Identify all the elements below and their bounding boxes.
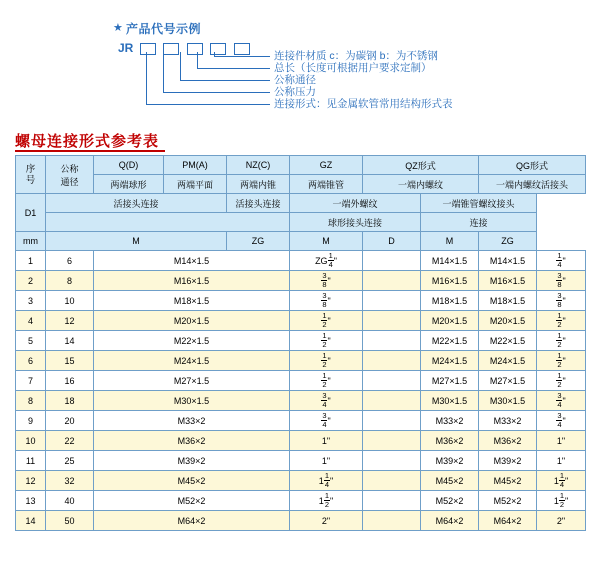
cell-qz-m <box>363 431 421 451</box>
cell-qg-m: M22×1.5 <box>479 331 537 351</box>
cell-nominal-diameter: 8 <box>46 271 94 291</box>
legend-length: 总长（长度可根据用户要求定制） <box>274 62 432 74</box>
leader-line-h2 <box>197 68 270 69</box>
cell-qz-d: M36×2 <box>421 431 479 451</box>
cell-qg-zg: 1 $\frac{1}{4}$ " <box>537 471 586 491</box>
leader-line-h1 <box>214 56 270 57</box>
cell-nominal-diameter: 16 <box>46 371 94 391</box>
cell-nominal-diameter: 6 <box>46 251 94 271</box>
cell-qg-m: M52×2 <box>479 491 537 511</box>
nut-connection-table <box>15 155 586 531</box>
cell-nominal-diameter: 50 <box>46 511 94 531</box>
cell-qz-d: M18×1.5 <box>421 291 479 311</box>
cell-qg-m: M30×1.5 <box>479 391 537 411</box>
cell-qg-m: M45×2 <box>479 471 537 491</box>
cell-thread-m: M22×1.5 <box>94 331 290 351</box>
cell-serial: 14 <box>16 511 46 531</box>
cell-serial: 2 <box>16 271 46 291</box>
th-blank-span <box>46 213 290 232</box>
cell-serial: 9 <box>16 411 46 431</box>
th-pma: PM(A) <box>164 156 227 175</box>
th-qz-desc: 一端内螺纹 <box>363 175 479 194</box>
th-d1: D1 <box>16 194 46 232</box>
table-row <box>16 451 586 471</box>
cell-thread-zg: ZG $\frac{1}{4}$ " <box>290 251 363 271</box>
leader-line-v4 <box>163 52 164 92</box>
table-row <box>16 391 586 411</box>
table-row <box>16 491 586 511</box>
cell-thread-zg: $\frac{1}{2}$ " <box>290 351 363 371</box>
cell-nominal-diameter: 22 <box>46 431 94 451</box>
cell-qg-zg: $\frac{1}{4}$ " <box>537 251 586 271</box>
cell-qg-m: M24×1.5 <box>479 351 537 371</box>
th-unit-qz-m: M <box>290 232 363 251</box>
cell-qg-zg: $\frac{1}{2}$ " <box>537 351 586 371</box>
cell-thread-zg: $\frac{3}{4}$ " <box>290 411 363 431</box>
cell-qz-m <box>363 331 421 351</box>
table-row <box>16 311 586 331</box>
cell-qz-d: M64×2 <box>421 511 479 531</box>
cell-serial: 4 <box>16 311 46 331</box>
cell-qg-m: M39×2 <box>479 451 537 471</box>
cell-qz-m <box>363 451 421 471</box>
cell-qz-m <box>363 411 421 431</box>
cell-serial: 13 <box>16 491 46 511</box>
th-qd: Q(D) <box>94 156 164 175</box>
section-underline <box>15 150 165 152</box>
cell-nominal-diameter: 25 <box>46 451 94 471</box>
cell-thread-zg: 1 $\frac{1}{2}$ " <box>290 491 363 511</box>
cell-qg-m: M27×1.5 <box>479 371 537 391</box>
th-unit-mm: mm <box>16 232 46 251</box>
product-code-diagram <box>0 0 600 122</box>
cell-qz-m <box>363 391 421 411</box>
cell-qz-m <box>363 471 421 491</box>
legend-nominal-diameter: 公称通径 <box>274 74 316 86</box>
table-row <box>16 511 586 531</box>
cell-nominal-diameter: 12 <box>46 311 94 331</box>
cell-thread-m: M20×1.5 <box>94 311 290 331</box>
cell-serial: 6 <box>16 351 46 371</box>
cell-qz-m <box>363 351 421 371</box>
table-row <box>16 351 586 371</box>
th-serial-line1: 序 <box>25 163 36 175</box>
th-gz-desc: 两端锥管 <box>290 175 363 194</box>
cell-qz-d: M16×1.5 <box>421 271 479 291</box>
th-unit-qz-d: D <box>363 232 421 251</box>
cell-thread-zg: $\frac{3}{4}$ " <box>290 391 363 411</box>
cell-thread-m: M39×2 <box>94 451 290 471</box>
th-nominal-diameter <box>46 156 94 194</box>
th-qd-desc: 两端球形 <box>94 175 164 194</box>
leader-line-h3 <box>180 80 270 81</box>
th-nzc-desc: 两端内锥 <box>227 175 290 194</box>
cell-qg-zg: $\frac{3}{8}$ " <box>537 291 586 311</box>
cell-thread-m: M30×1.5 <box>94 391 290 411</box>
cell-qg-m: M20×1.5 <box>479 311 537 331</box>
cell-qz-m <box>363 271 421 291</box>
table-row <box>16 271 586 291</box>
cell-qz-m <box>363 371 421 391</box>
th-dn-line1: 公称 <box>60 163 79 174</box>
leader-line-h4 <box>163 92 270 93</box>
table-body <box>16 251 586 531</box>
th-serial-line2: 号 <box>25 174 36 186</box>
leader-line-v3 <box>180 52 181 80</box>
th-gz: GZ <box>290 156 363 175</box>
cell-qg-zg: $\frac{3}{8}$ " <box>537 271 586 291</box>
cell-qz-m <box>363 511 421 531</box>
code-box <box>210 43 226 55</box>
leader-line-v2 <box>197 52 198 68</box>
cell-thread-m: M45×2 <box>94 471 290 491</box>
table-row <box>16 471 586 491</box>
cell-qz-d: M22×1.5 <box>421 331 479 351</box>
star-icon: ★ <box>113 22 123 34</box>
cell-thread-zg: 2" <box>290 511 363 531</box>
th-gz-connect: 活接头连接 <box>227 194 290 213</box>
cell-thread-m: M14×1.5 <box>94 251 290 271</box>
header-row-5 <box>16 232 586 251</box>
th-unit-m: M <box>46 232 227 251</box>
table-row <box>16 331 586 351</box>
cell-serial: 1 <box>16 251 46 271</box>
cell-qz-d: M20×1.5 <box>421 311 479 331</box>
cell-serial: 8 <box>16 391 46 411</box>
cell-thread-zg: 1" <box>290 431 363 451</box>
cell-thread-m: M52×2 <box>94 491 290 511</box>
th-qz-thread: 一端外螺纹 <box>290 194 421 213</box>
th-nzc: NZ(C) <box>227 156 290 175</box>
th-unit-zg: ZG <box>227 232 290 251</box>
nut-connection-table-wrap <box>15 155 585 531</box>
cell-qg-zg: 2" <box>537 511 586 531</box>
table-row <box>16 411 586 431</box>
cell-serial: 5 <box>16 331 46 351</box>
th-serial <box>16 156 46 194</box>
cell-qg-zg: 1" <box>537 451 586 471</box>
cell-serial: 11 <box>16 451 46 471</box>
th-qg: QG形式 <box>479 156 586 175</box>
th-qg-connect: 连接 <box>421 213 537 232</box>
cell-qz-d: M33×2 <box>421 411 479 431</box>
cell-qz-m <box>363 291 421 311</box>
cell-serial: 7 <box>16 371 46 391</box>
cell-nominal-diameter: 18 <box>46 391 94 411</box>
section-title: 螺母连接形式参考表 <box>15 133 160 150</box>
th-left-connect: 活接头连接 <box>46 194 227 213</box>
legend-connection-type: 连接形式：见金属软管常用结构形式表 <box>274 98 453 110</box>
cell-qz-d: M30×1.5 <box>421 391 479 411</box>
cell-serial: 12 <box>16 471 46 491</box>
th-dn-line2: 通径 <box>60 176 79 187</box>
cell-thread-m: M16×1.5 <box>94 271 290 291</box>
cell-qz-m <box>363 491 421 511</box>
diagram-title: 产品代号示例 <box>126 22 202 36</box>
cell-qg-zg: $\frac{1}{2}$ " <box>537 371 586 391</box>
th-unit-qg-m: M <box>421 232 479 251</box>
cell-qg-m: M14×1.5 <box>479 251 537 271</box>
th-pma-desc: 两端平面 <box>164 175 227 194</box>
table-row <box>16 371 586 391</box>
cell-qg-zg: $\frac{3}{4}$ " <box>537 411 586 431</box>
cell-qg-m: M18×1.5 <box>479 291 537 311</box>
cell-nominal-diameter: 10 <box>46 291 94 311</box>
cell-qg-m: M64×2 <box>479 511 537 531</box>
cell-nominal-diameter: 14 <box>46 331 94 351</box>
cell-thread-m: M64×2 <box>94 511 290 531</box>
legend-material: 连接件材质 c：为碳钢 b：为不锈钢 <box>274 50 438 62</box>
cell-qg-zg: $\frac{3}{4}$ " <box>537 391 586 411</box>
cell-thread-m: M24×1.5 <box>94 351 290 371</box>
table-head <box>16 156 586 251</box>
cell-qz-d: M14×1.5 <box>421 251 479 271</box>
cell-qg-m: M16×1.5 <box>479 271 537 291</box>
code-box <box>163 43 179 55</box>
cell-qg-m: M36×2 <box>479 431 537 451</box>
leader-line-v5 <box>146 52 147 104</box>
legend-nominal-pressure: 公称压力 <box>274 86 316 98</box>
th-qg-desc: 一端内螺纹活接头 <box>479 175 586 194</box>
cell-qg-zg: 1" <box>537 431 586 451</box>
table-row <box>16 431 586 451</box>
cell-qz-d: M39×2 <box>421 451 479 471</box>
cell-thread-zg: $\frac{1}{2}$ " <box>290 311 363 331</box>
cell-nominal-diameter: 20 <box>46 411 94 431</box>
cell-nominal-diameter: 32 <box>46 471 94 491</box>
cell-qz-d: M27×1.5 <box>421 371 479 391</box>
code-box <box>234 43 250 55</box>
cell-qz-m <box>363 251 421 271</box>
cell-nominal-diameter: 40 <box>46 491 94 511</box>
table-row <box>16 251 586 271</box>
th-unit-qg-zg: ZG <box>479 232 537 251</box>
cell-nominal-diameter: 15 <box>46 351 94 371</box>
cell-qg-zg: $\frac{1}{2}$ " <box>537 311 586 331</box>
th-qg-thread: 一端锥管螺纹接头 <box>421 194 537 213</box>
cell-thread-zg: $\frac{3}{8}$ " <box>290 271 363 291</box>
header-row-2 <box>16 175 586 194</box>
code-box <box>187 43 203 55</box>
table-row <box>16 291 586 311</box>
header-row-1 <box>16 156 586 175</box>
cell-thread-zg: 1 $\frac{1}{4}$ " <box>290 471 363 491</box>
header-row-4 <box>16 213 586 232</box>
cell-qz-d: M24×1.5 <box>421 351 479 371</box>
cell-thread-m: M36×2 <box>94 431 290 451</box>
th-qz-ball: 球形接头连接 <box>290 213 421 232</box>
cell-serial: 3 <box>16 291 46 311</box>
cell-qz-d: M45×2 <box>421 471 479 491</box>
cell-thread-zg: $\frac{1}{2}$ " <box>290 331 363 351</box>
cell-thread-m: M18×1.5 <box>94 291 290 311</box>
cell-thread-m: M27×1.5 <box>94 371 290 391</box>
code-prefix: JR <box>118 41 134 55</box>
cell-thread-m: M33×2 <box>94 411 290 431</box>
cell-qz-d: M52×2 <box>421 491 479 511</box>
code-box <box>140 43 156 55</box>
cell-thread-zg: $\frac{3}{8}$ " <box>290 291 363 311</box>
cell-thread-zg: 1" <box>290 451 363 471</box>
cell-qz-m <box>363 311 421 331</box>
cell-thread-zg: $\frac{1}{2}$ " <box>290 371 363 391</box>
cell-qg-m: M33×2 <box>479 411 537 431</box>
cell-qg-zg: 1 $\frac{1}{2}$ " <box>537 491 586 511</box>
cell-serial: 10 <box>16 431 46 451</box>
th-qz: QZ形式 <box>363 156 479 175</box>
cell-qg-zg: $\frac{1}{2}$ " <box>537 331 586 351</box>
header-row-3 <box>16 194 586 213</box>
leader-line-h5 <box>146 104 270 105</box>
